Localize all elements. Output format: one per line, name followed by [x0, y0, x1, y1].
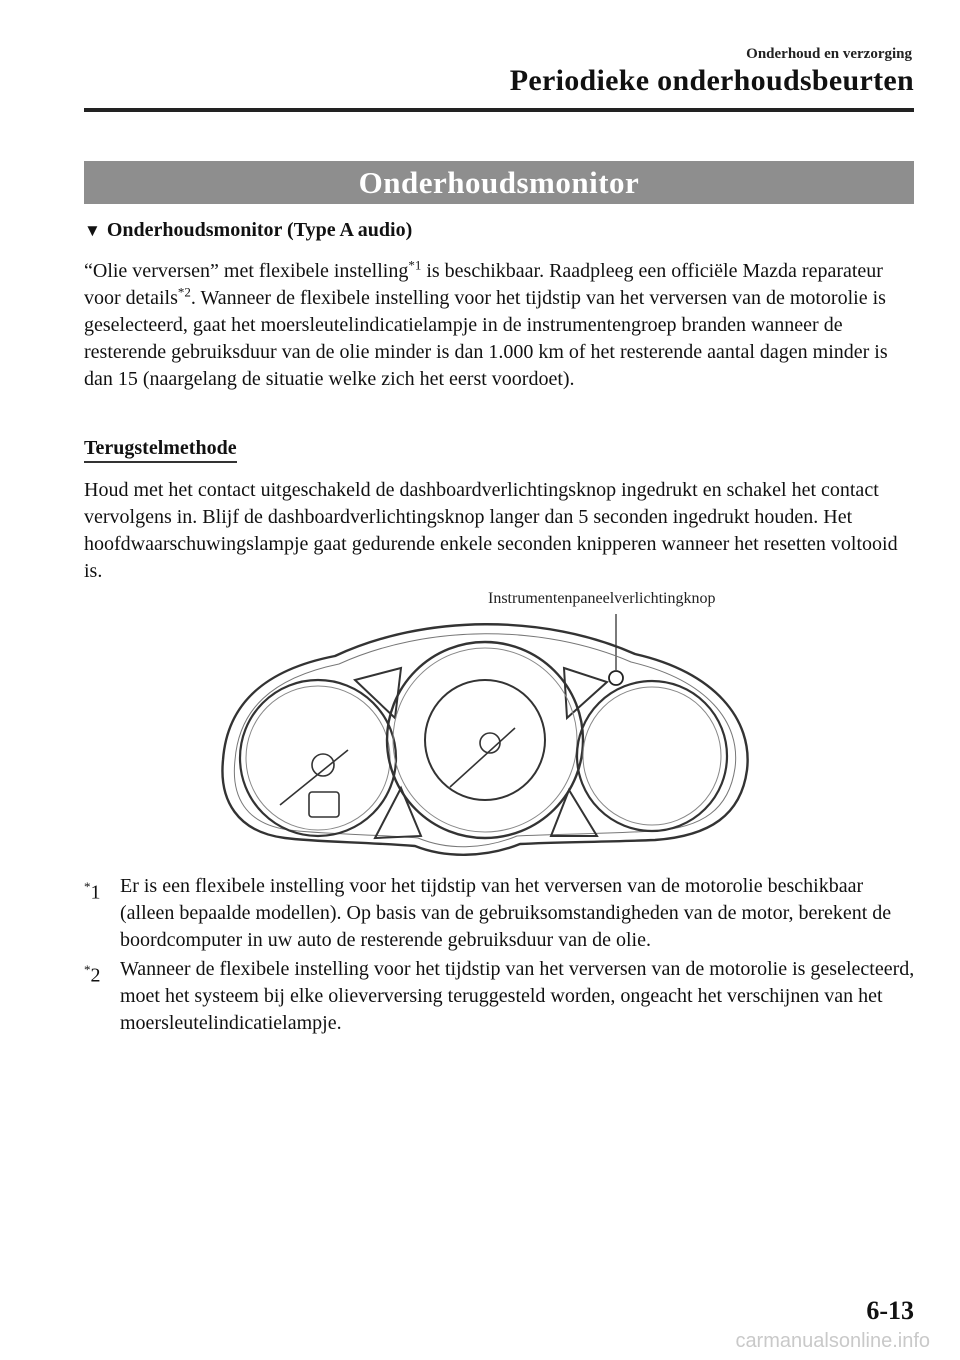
- triangle-marker-icon: ▼: [84, 221, 101, 240]
- intro-paragraph: “Olie verversen” met flexibele instelling$^{*1}$ is beschikbaar. Raadpleeg een officiële Mazda reparateur voor details$^{*2}$. Wanneer de flexibele instelling voor het tijdstip van het verversen van de motorolie is geselecteerd, gaat het moersleutelindicatielampje in de instrumentengroep branden wanneer de resterende gebruiksduur van de olie minder is dan 1.000 km of het resterende aantal dagen minder is dan 15 (naargelang de situatie welke zich het eerst voordoet).: [84, 257, 888, 390]
- right-gauge-inner-ring: [583, 687, 721, 825]
- footnote-1-text: Er is een flexibele instelling voor het tijdstip van het verversen van de motorolie beschikbaar (alleen bepaalde modellen). Op basis van de gebruiksomstandigheden van de motor, berekent de boordcomputer in uw auto de resterende gebruiksduur van de olie.: [120, 875, 892, 951]
- cluster-housing: [222, 624, 747, 855]
- subheading-text: Onderhoudsmonitor (Type A audio): [106, 219, 413, 241]
- callout-label: Instrumentenpaneelverlichtingknop: [488, 590, 716, 607]
- watermark: carmanualsonline.info: [735, 1330, 930, 1352]
- header-divider: [84, 108, 914, 112]
- footnote-ref-1: *1: [408, 257, 422, 273]
- center-gauge: [387, 642, 583, 838]
- reset-paragraph: Houd met het contact uitgeschakeld de dashboardverlichtingsknop ingedrukt en schakel het contact vervolgens in. Blijf de dashboardverlichtingsknop langer dan 5 seconden ingedrukt houden. Het hoofdwaarschuwingslampje gaat gedurende enkele seconden knipperen wanneer het resetten voltooid is.: [84, 479, 898, 582]
- chapter-title: Onderhoud en verzorging: [746, 46, 912, 62]
- footnote-2: *2 Wanneer de flexibele instelling voor het tijdstip van het verversen van de motorolie is geselecteerd, moet het systeem bij elke olieverversing teruggesteld worden, ongeacht het verschijnen van het moersleutelindicatielampje.: [84, 956, 920, 1037]
- left-gauge: [240, 680, 396, 836]
- footnote-1: *1 Er is een flexibele instelling voor het tijdstip van het verversen van de motorolie beschikbaar (alleen bepaalde modellen). Op basis van de gebruiksomstandigheden van de motor, berekent de boordcomputer in uw auto de resterende gebruiksduur van de olie.: [84, 873, 920, 954]
- left-gauge-display: [309, 792, 339, 817]
- subheading: [84, 219, 412, 242]
- banner-title: Onderhoudsmonitor: [84, 161, 914, 204]
- instrument-cluster-illustration: [215, 610, 755, 860]
- center-gauge-dial: [425, 680, 545, 800]
- illumination-knob-icon: [609, 671, 623, 685]
- center-gauge-inner-ring: [393, 648, 577, 832]
- reset-method-title: Terugstelmethode: [84, 437, 237, 463]
- page-number: 6-13: [866, 1296, 914, 1325]
- section-title: Periodieke onderhoudsbeurten: [509, 64, 914, 97]
- footnote-ref-2: *2: [177, 284, 191, 300]
- right-gauge: [577, 681, 727, 831]
- left-lower-triangle: [375, 788, 421, 838]
- footnote-2-text: Wanneer de flexibele instelling voor het tijdstip van het verversen van de motorolie is geselecteerd, moet het systeem bij elke olieverversing teruggesteld worden, ongeacht het verschijnen van het moersleutelindicatielampje.: [120, 958, 915, 1034]
- left-gauge-inner-ring: [246, 686, 390, 830]
